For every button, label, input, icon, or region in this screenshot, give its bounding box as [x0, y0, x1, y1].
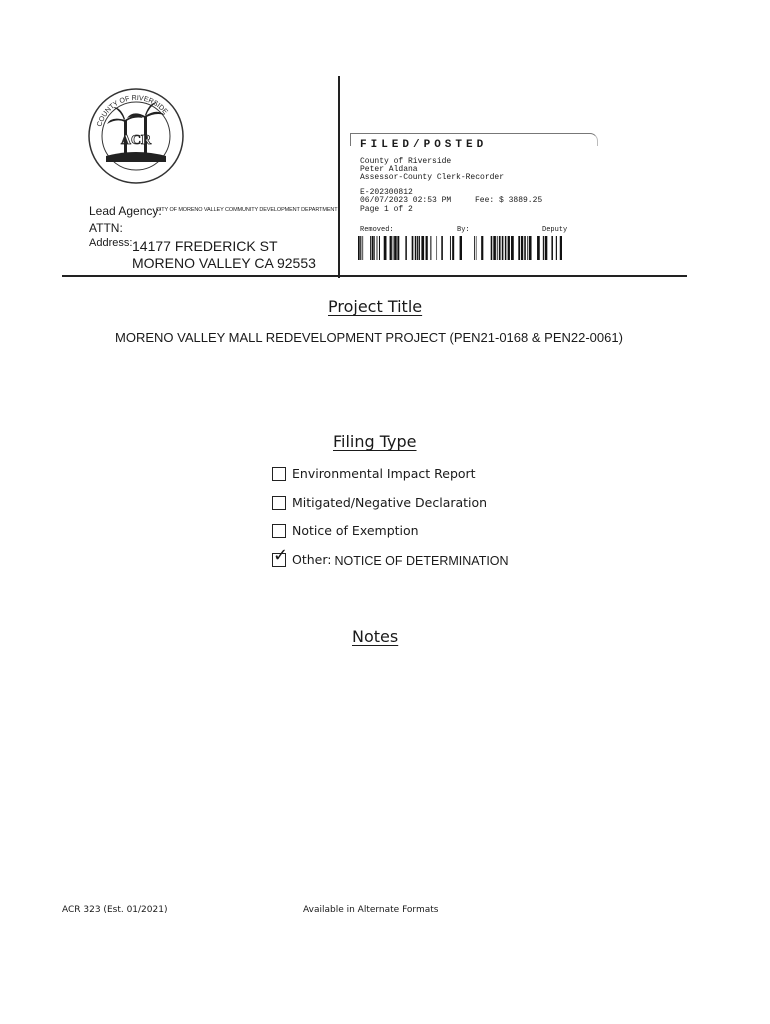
stamp-name: Peter Aldana: [360, 165, 418, 174]
filing-option-mnd: [272, 493, 509, 522]
noe-label: Notice of Exemption: [292, 523, 419, 538]
address-line2: MORENO VALLEY CA 92553: [132, 255, 316, 271]
project-description: MORENO VALLEY MALL REDEVELOPMENT PROJECT (PEN21-0168 & PEN22-0061): [115, 330, 623, 345]
mnd-checkbox[interactable]: [272, 496, 286, 510]
stamp-county: County of Riverside: [360, 157, 452, 166]
stamp-page: Page 1 of 2: [360, 205, 413, 214]
stamp-doc-number: E-202300812: [360, 188, 413, 197]
filing-option-eir: [272, 464, 509, 493]
filing-type-heading: Filing Type: [333, 432, 417, 451]
alternate-formats-note: Available in Alternate Formats: [303, 905, 439, 915]
checkmark-icon: ✓: [273, 544, 289, 566]
filing-option-other: [272, 544, 509, 579]
address-label: Address:: [89, 237, 133, 249]
other-value: NOTICE OF DETERMINATION: [334, 553, 509, 568]
mnd-label: Mitigated/Negative Declaration: [292, 494, 488, 510]
stamp-heading: FILED/POSTED: [360, 139, 488, 151]
stamp-by-label: By:: [457, 226, 470, 234]
other-label: Other:: [292, 551, 332, 567]
filing-option-noe: [272, 521, 509, 550]
stamp-office: Assessor-County Clerk-Recorder: [360, 173, 505, 182]
header-horizontal-divider: [62, 275, 687, 277]
filing-type-list: [272, 464, 509, 578]
other-checkbox[interactable]: [272, 544, 289, 567]
lead-agency-value: CITY OF MORENO VALLEY COMMUNITY DEVELOPMENT DEPARTMENT: [156, 207, 338, 213]
noe-checkbox[interactable]: [272, 524, 286, 538]
stamp-deputy-label: Deputy: [542, 226, 568, 234]
barcode-image: [358, 236, 564, 260]
notes-heading: Notes: [352, 627, 399, 646]
project-title-heading: Project Title: [328, 297, 423, 316]
header-vertical-divider: [338, 76, 340, 278]
eir-checkbox[interactable]: [272, 467, 286, 481]
attn-label: ATTN:: [89, 221, 123, 235]
stamp-fee: Fee: $ 3889.25: [475, 196, 543, 205]
eir-label: Environmental Impact Report: [292, 466, 476, 481]
svg-text:ACR: ACR: [120, 133, 152, 148]
address-line1: 14177 FREDERICK ST: [132, 238, 278, 254]
stamp-removed-label: Removed:: [360, 226, 394, 234]
county-seal-logo: [86, 86, 186, 186]
form-id: ACR 323 (Est. 01/2021): [62, 905, 168, 915]
lead-agency-label: Lead Agency:: [89, 204, 162, 218]
stamp-date-time: 06/07/2023 02:53 PM: [360, 196, 452, 205]
svg-text:COUNTY OF RIVERSIDE: COUNTY OF RIVERSIDE: [96, 94, 169, 128]
